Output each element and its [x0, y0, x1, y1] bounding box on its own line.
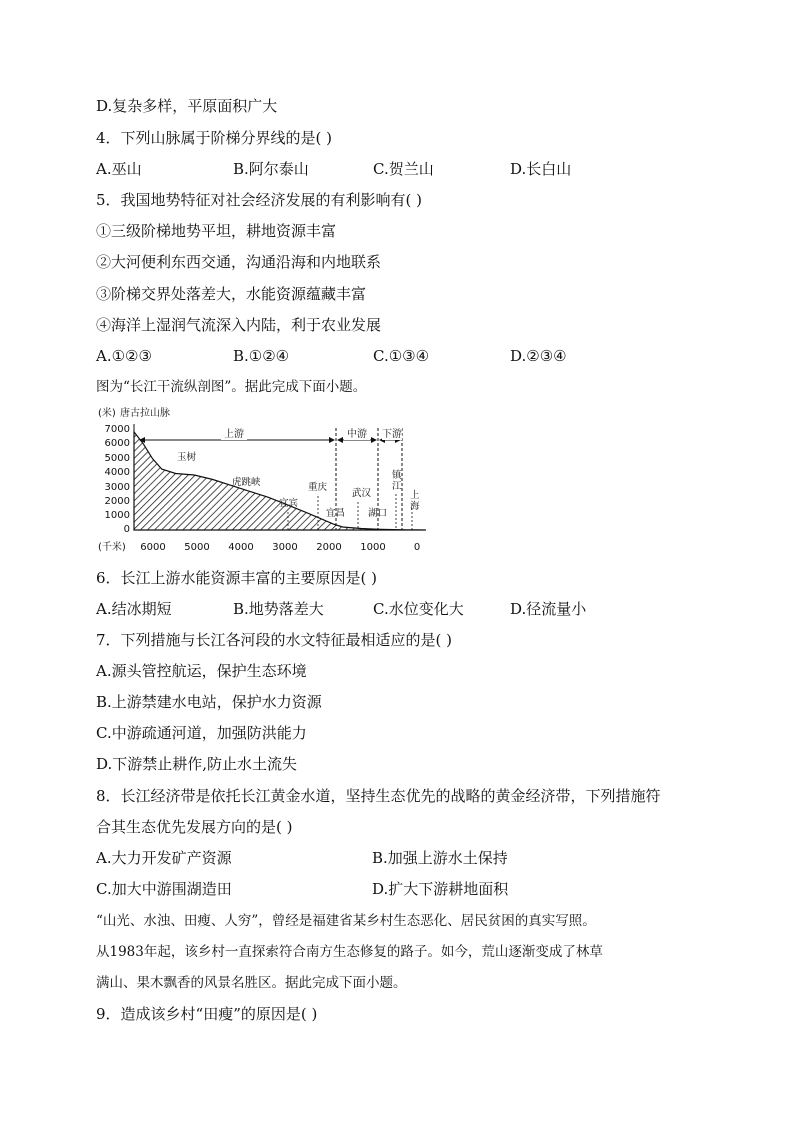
place-hutiaoxia: 虎跳峡	[232, 477, 261, 488]
x-tick-3000: 3000	[272, 542, 298, 553]
q5-statement-2: ②大河便利东西交通，沟通沿海和内地联系	[96, 253, 382, 271]
y-tick-5000: 5000	[104, 453, 130, 464]
segment-upper: 上游	[224, 429, 244, 440]
source-label: 唐古拉山脉	[120, 408, 170, 419]
q8-option-c: C.加大中游围湖造田	[96, 880, 232, 898]
place-chongqing: 重庆	[308, 482, 328, 493]
q3-option-d: D.复杂多样，平原面积广大	[96, 97, 278, 115]
q4-option-c: C.贺兰山	[373, 160, 434, 178]
q6-option-c: C.水位变化大	[373, 600, 464, 618]
q6-option-a: A.结冰期短	[96, 600, 172, 618]
place-shanghai: 上海	[410, 490, 420, 512]
y-tick-1000: 1000	[104, 510, 130, 521]
q4-option-d: D.长白山	[510, 160, 572, 178]
place-wuhan: 武汉	[352, 488, 372, 499]
q8-option-d: D.扩大下游耕地面积	[372, 880, 509, 898]
x-tick-1000: 1000	[360, 542, 386, 553]
x-tick-2000: 2000	[316, 542, 342, 553]
q5-option-c: C.①③④	[373, 347, 430, 365]
q4-stem: 4．下列山脉属于阶梯分界线的是( )	[96, 129, 333, 147]
q4-option-a: A.巫山	[96, 160, 142, 178]
q6-stem: 6．长江上游水能资源丰富的主要原因是( )	[96, 569, 378, 587]
segment-lower: 下游	[382, 429, 402, 440]
q5-option-d: D.②③④	[510, 347, 567, 365]
y-tick-6000: 6000	[104, 438, 130, 449]
y-tick-4000: 4000	[104, 467, 130, 478]
place-yibin: 宜宾	[279, 498, 299, 509]
q7-option-b: B.上游禁建水电站，保护水力资源	[96, 693, 322, 711]
q5-statement-1: ①三级阶梯地势平坦，耕地资源丰富	[96, 222, 337, 240]
q6-option-b: B.地势落差大	[233, 600, 324, 618]
y-tick-0: 0	[123, 524, 130, 535]
place-yichang: 宜昌	[326, 508, 346, 519]
q5-option-b: B.①②④	[233, 347, 290, 365]
place-hukou: 湖口	[368, 508, 388, 519]
q5-statement-3: ③阶梯交界处落差大，水能资源蕴藏丰富	[96, 285, 367, 303]
x-tick-6000: 6000	[140, 542, 166, 553]
segment-middle: 中游	[347, 429, 367, 440]
q5-statement-4: ④海洋上湿润气流深入内陆，利于农业发展	[96, 316, 382, 334]
q4-option-b: B.阿尔泰山	[233, 160, 309, 178]
q7-option-d: D.下游禁止耕作,防止水土流失	[96, 755, 298, 773]
q7-stem: 7．下列措施与长江各河段的水文特征最相适应的是( )	[96, 631, 453, 649]
place-zhenjiang: 镇江	[392, 470, 402, 492]
y-unit-label: (米)	[98, 408, 116, 419]
yangtze-profile-figure	[96, 404, 436, 556]
q5-stem: 5．我国地势特征对社会经济发展的有利影响有( )	[96, 191, 423, 209]
q5-option-a: A.①②③	[96, 347, 152, 365]
y-tick-2000: 2000	[104, 496, 130, 507]
y-tick-7000: 7000	[104, 424, 130, 435]
q8-stem-line1: 8．长江经济带是依托长江黄金水道，坚持生态优先的战略的黄金经济带，下列措施符	[96, 787, 661, 805]
passage-line-1: “山光、水浊、田瘦、人穷”，曾经是福建省某乡村生态恶化、居民贫困的真实写照。	[96, 913, 596, 929]
q7-option-a: A.源头管控航运，保护生态环境	[96, 662, 307, 680]
passage-line-3: 满山、果木飘香的风景名胜区。据此完成下面小题。	[96, 975, 407, 991]
q8-option-b: B.加强上游水土保持	[372, 849, 508, 867]
x-tick-5000: 5000	[184, 542, 210, 553]
q8-option-a: A.大力开发矿产资源	[96, 849, 232, 867]
figure-intro: 图为“长江干流纵剖图”。据此完成下面小题。	[96, 379, 367, 395]
place-yushu: 玉树	[177, 452, 197, 463]
q9-stem: 9．造成该乡村“田瘦”的原因是( )	[96, 1005, 318, 1023]
passage-line-2: 从1983年起，该乡村一直探索符合南方生态修复的路子。如今，荒山逐渐变成了林草	[96, 944, 603, 960]
x-unit-label: (千米)	[98, 542, 126, 553]
x-tick-4000: 4000	[228, 542, 254, 553]
x-tick-0: 0	[413, 542, 421, 553]
q7-option-c: C.中游疏通河道，加强防洪能力	[96, 724, 307, 742]
q6-option-d: D.径流量小	[510, 600, 587, 618]
y-tick-3000: 3000	[104, 482, 130, 493]
q8-stem-line2: 合其生态优先发展方向的是( )	[96, 818, 293, 836]
